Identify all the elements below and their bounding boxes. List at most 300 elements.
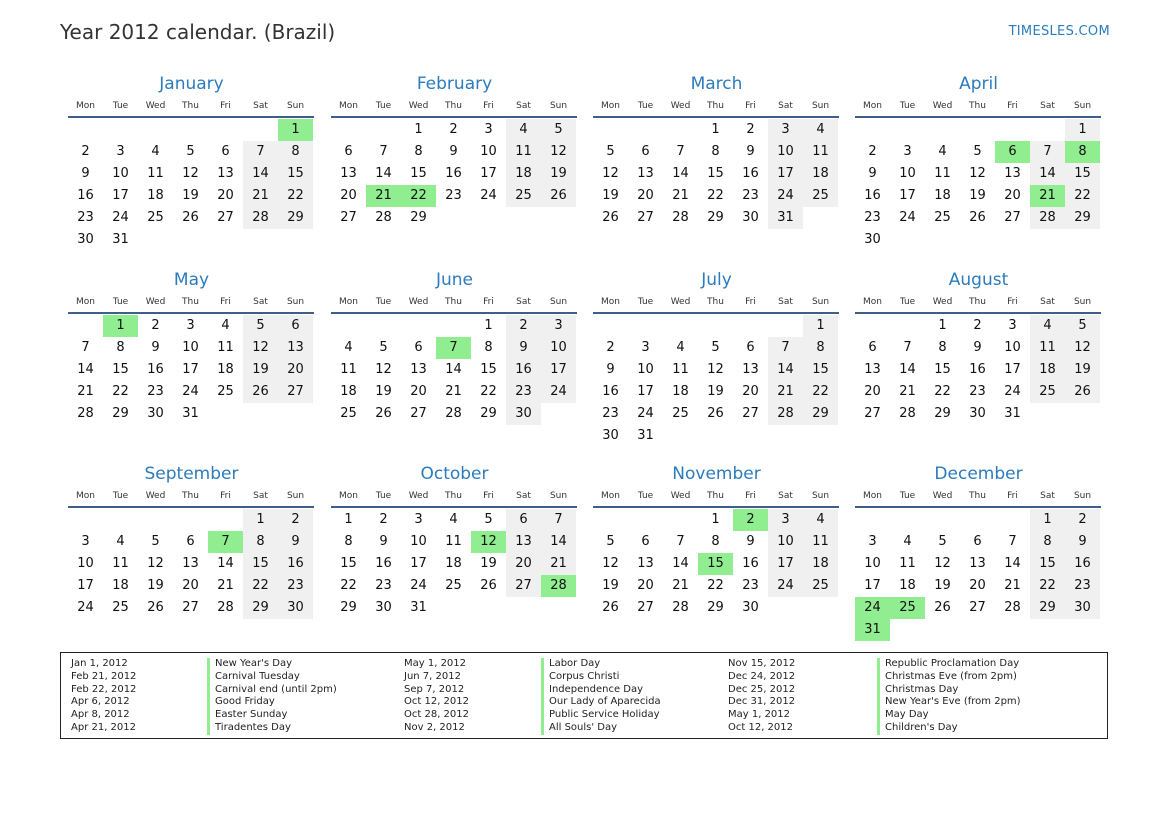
day-cell[interactable]: 7 [676,534,685,549]
day-cell[interactable]: 5 [151,534,160,549]
day-cell[interactable]: 10 [410,534,427,549]
day-cell[interactable]: 5 [711,340,720,355]
day-cell[interactable]: 11 [340,362,357,377]
day-cell[interactable]: 12 [541,141,576,163]
day-cell[interactable]: 19 [375,384,392,399]
day-cell[interactable]: 12 [602,556,619,571]
holiday-day-cell[interactable]: 7 [436,337,471,359]
day-cell[interactable]: 31 [112,232,129,247]
day-cell[interactable]: 6 [641,534,650,549]
day-cell[interactable]: 11 [217,340,234,355]
day-cell[interactable]: 25 [934,210,951,225]
day-cell[interactable]: 24 [480,188,497,203]
day-cell[interactable]: 4 [938,144,947,159]
day-cell[interactable]: 22 [707,578,724,593]
day-cell[interactable]: 2 [379,512,388,527]
day-cell[interactable]: 12 [182,166,199,181]
holiday-day-cell[interactable]: 25 [890,597,925,619]
day-cell[interactable]: 16 [445,166,462,181]
day-cell[interactable]: 26 [602,600,619,615]
day-cell[interactable]: 14 [672,166,689,181]
day-cell[interactable]: 17 [410,556,427,571]
day-cell[interactable]: 10 [637,362,654,377]
day-cell[interactable]: 13 [637,556,654,571]
day-cell[interactable]: 25 [147,210,164,225]
day-cell[interactable]: 6 [506,509,541,531]
day-cell[interactable]: 22 [707,188,724,203]
day-cell[interactable]: 2 [1065,509,1100,531]
day-cell[interactable]: 8 [711,534,720,549]
day-cell[interactable]: 29 [707,210,724,225]
day-cell[interactable]: 25 [672,406,689,421]
day-cell[interactable]: 30 [602,428,619,443]
day-cell[interactable]: 26 [147,600,164,615]
day-cell[interactable]: 10 [182,340,199,355]
day-cell[interactable]: 21 [1004,578,1021,593]
day-cell[interactable]: 8 [414,144,423,159]
day-cell[interactable]: 19 [707,384,724,399]
day-cell[interactable]: 3 [768,509,803,531]
day-cell[interactable]: 16 [1065,553,1100,575]
day-cell[interactable]: 26 [1065,381,1100,403]
day-cell[interactable]: 28 [445,406,462,421]
day-cell[interactable]: 17 [899,188,916,203]
day-cell[interactable]: 24 [112,210,129,225]
day-cell[interactable]: 23 [278,575,313,597]
day-cell[interactable]: 13 [340,166,357,181]
day-cell[interactable]: 15 [243,553,278,575]
holiday-day-cell[interactable]: 21 [366,185,401,207]
day-cell[interactable]: 4 [1030,315,1065,337]
day-cell[interactable]: 5 [379,340,388,355]
day-cell[interactable]: 20 [182,578,199,593]
day-cell[interactable]: 27 [742,406,759,421]
day-cell[interactable]: 15 [410,166,427,181]
day-cell[interactable]: 28 [1030,207,1065,229]
day-cell[interactable]: 25 [803,575,838,597]
day-cell[interactable]: 9 [868,166,877,181]
day-cell[interactable]: 10 [1004,340,1021,355]
day-cell[interactable]: 13 [217,166,234,181]
day-cell[interactable]: 26 [969,210,986,225]
day-cell[interactable]: 22 [1030,575,1065,597]
day-cell[interactable]: 11 [112,556,129,571]
day-cell[interactable]: 6 [278,315,313,337]
day-cell[interactable]: 14 [768,359,803,381]
day-cell[interactable]: 16 [375,556,392,571]
day-cell[interactable]: 19 [480,556,497,571]
day-cell[interactable]: 18 [1030,359,1065,381]
day-cell[interactable]: 5 [541,119,576,141]
day-cell[interactable]: 5 [973,144,982,159]
day-cell[interactable]: 15 [1065,163,1100,185]
day-cell[interactable]: 26 [934,600,951,615]
day-cell[interactable]: 14 [1030,163,1065,185]
day-cell[interactable]: 28 [899,406,916,421]
day-cell[interactable]: 5 [484,512,493,527]
day-cell[interactable]: 1 [1030,509,1065,531]
day-cell[interactable]: 17 [768,163,803,185]
day-cell[interactable]: 11 [445,534,462,549]
day-cell[interactable]: 4 [151,144,160,159]
day-cell[interactable]: 17 [112,188,129,203]
day-cell[interactable]: 1 [711,512,720,527]
day-cell[interactable]: 29 [243,597,278,619]
day-cell[interactable]: 23 [602,406,619,421]
day-cell[interactable]: 22 [112,384,129,399]
day-cell[interactable]: 14 [77,362,94,377]
holiday-day-cell[interactable]: 15 [698,553,733,575]
day-cell[interactable]: 20 [637,188,654,203]
day-cell[interactable]: 3 [768,119,803,141]
day-cell[interactable]: 9 [506,337,541,359]
day-cell[interactable]: 8 [938,340,947,355]
day-cell[interactable]: 31 [1004,406,1021,421]
day-cell[interactable]: 12 [375,362,392,377]
day-cell[interactable]: 13 [742,362,759,377]
day-cell[interactable]: 19 [541,163,576,185]
day-cell[interactable]: 11 [147,166,164,181]
day-cell[interactable]: 18 [803,553,838,575]
day-cell[interactable]: 27 [340,210,357,225]
day-cell[interactable]: 28 [77,406,94,421]
day-cell[interactable]: 30 [147,406,164,421]
day-cell[interactable]: 29 [278,207,313,229]
day-cell[interactable]: 15 [1030,553,1065,575]
day-cell[interactable]: 26 [182,210,199,225]
day-cell[interactable]: 7 [676,144,685,159]
day-cell[interactable]: 1 [803,315,838,337]
day-cell[interactable]: 1 [1065,119,1100,141]
day-cell[interactable]: 7 [243,141,278,163]
day-cell[interactable]: 4 [449,512,458,527]
day-cell[interactable]: 23 [1065,575,1100,597]
day-cell[interactable]: 1 [484,318,493,333]
day-cell[interactable]: 13 [506,531,541,553]
day-cell[interactable]: 8 [803,337,838,359]
day-cell[interactable]: 1 [414,122,423,137]
day-cell[interactable]: 15 [707,166,724,181]
day-cell[interactable]: 25 [217,384,234,399]
day-cell[interactable]: 29 [1030,597,1065,619]
day-cell[interactable]: 22 [1065,185,1100,207]
day-cell[interactable]: 2 [746,122,755,137]
day-cell[interactable]: 28 [768,403,803,425]
day-cell[interactable]: 31 [410,600,427,615]
day-cell[interactable]: 6 [973,534,982,549]
day-cell[interactable]: 15 [480,362,497,377]
day-cell[interactable]: 29 [480,406,497,421]
day-cell[interactable]: 30 [375,600,392,615]
day-cell[interactable]: 16 [278,553,313,575]
day-cell[interactable]: 12 [147,556,164,571]
day-cell[interactable]: 1 [711,122,720,137]
day-cell[interactable]: 14 [445,362,462,377]
day-cell[interactable]: 9 [746,534,755,549]
day-cell[interactable]: 22 [243,575,278,597]
day-cell[interactable]: 30 [969,406,986,421]
day-cell[interactable]: 29 [112,406,129,421]
day-cell[interactable]: 29 [1065,207,1100,229]
day-cell[interactable]: 21 [672,188,689,203]
day-cell[interactable]: 30 [77,232,94,247]
day-cell[interactable]: 23 [77,210,94,225]
day-cell[interactable]: 29 [410,210,427,225]
day-cell[interactable]: 7 [768,337,803,359]
day-cell[interactable]: 30 [742,210,759,225]
day-cell[interactable]: 3 [116,144,125,159]
day-cell[interactable]: 14 [541,531,576,553]
day-cell[interactable]: 14 [899,362,916,377]
day-cell[interactable]: 31 [182,406,199,421]
day-cell[interactable]: 21 [445,384,462,399]
day-cell[interactable]: 2 [506,315,541,337]
day-cell[interactable]: 7 [541,509,576,531]
day-cell[interactable]: 14 [1004,556,1021,571]
day-cell[interactable]: 26 [541,185,576,207]
day-cell[interactable]: 21 [243,185,278,207]
site-link[interactable]: TIMESLES.COM [1008,24,1110,39]
day-cell[interactable]: 16 [506,359,541,381]
day-cell[interactable]: 28 [1004,600,1021,615]
day-cell[interactable]: 18 [934,188,951,203]
day-cell[interactable]: 23 [375,578,392,593]
day-cell[interactable]: 24 [541,381,576,403]
holiday-day-cell[interactable]: 6 [995,141,1030,163]
day-cell[interactable]: 30 [278,597,313,619]
day-cell[interactable]: 13 [278,337,313,359]
day-cell[interactable]: 4 [803,509,838,531]
holiday-day-cell[interactable]: 2 [733,509,768,531]
day-cell[interactable]: 6 [344,144,353,159]
day-cell[interactable]: 20 [969,578,986,593]
day-cell[interactable]: 9 [379,534,388,549]
holiday-day-cell[interactable]: 31 [855,619,890,641]
day-cell[interactable]: 7 [1008,534,1017,549]
day-cell[interactable]: 20 [1004,188,1021,203]
day-cell[interactable]: 10 [768,531,803,553]
day-cell[interactable]: 17 [480,166,497,181]
day-cell[interactable]: 20 [864,384,881,399]
day-cell[interactable]: 3 [186,318,195,333]
day-cell[interactable]: 24 [77,600,94,615]
day-cell[interactable]: 15 [803,359,838,381]
day-cell[interactable]: 17 [864,578,881,593]
day-cell[interactable]: 19 [243,359,278,381]
day-cell[interactable]: 20 [410,384,427,399]
day-cell[interactable]: 26 [480,578,497,593]
day-cell[interactable]: 11 [1030,337,1065,359]
day-cell[interactable]: 29 [803,403,838,425]
day-cell[interactable]: 5 [606,534,615,549]
day-cell[interactable]: 18 [506,163,541,185]
day-cell[interactable]: 3 [484,122,493,137]
day-cell[interactable]: 16 [147,362,164,377]
day-cell[interactable]: 26 [243,381,278,403]
day-cell[interactable]: 3 [903,144,912,159]
day-cell[interactable]: 25 [803,185,838,207]
day-cell[interactable]: 23 [864,210,881,225]
day-cell[interactable]: 18 [899,578,916,593]
day-cell[interactable]: 13 [637,166,654,181]
day-cell[interactable]: 4 [221,318,230,333]
day-cell[interactable]: 4 [903,534,912,549]
day-cell[interactable]: 4 [344,340,353,355]
day-cell[interactable]: 17 [541,359,576,381]
day-cell[interactable]: 10 [768,141,803,163]
day-cell[interactable]: 10 [480,144,497,159]
day-cell[interactable]: 18 [147,188,164,203]
day-cell[interactable]: 11 [934,166,951,181]
day-cell[interactable]: 14 [672,556,689,571]
day-cell[interactable]: 27 [969,600,986,615]
day-cell[interactable]: 30 [1065,597,1100,619]
day-cell[interactable]: 11 [803,531,838,553]
day-cell[interactable]: 2 [973,318,982,333]
day-cell[interactable]: 12 [602,166,619,181]
day-cell[interactable]: 19 [969,188,986,203]
day-cell[interactable]: 23 [506,381,541,403]
day-cell[interactable]: 21 [672,578,689,593]
day-cell[interactable]: 28 [375,210,392,225]
day-cell[interactable]: 4 [803,119,838,141]
day-cell[interactable]: 6 [186,534,195,549]
day-cell[interactable]: 21 [217,578,234,593]
day-cell[interactable]: 19 [1065,359,1100,381]
day-cell[interactable]: 2 [81,144,90,159]
day-cell[interactable]: 20 [278,359,313,381]
day-cell[interactable]: 3 [541,315,576,337]
day-cell[interactable]: 23 [742,188,759,203]
day-cell[interactable]: 21 [899,384,916,399]
day-cell[interactable]: 3 [1008,318,1017,333]
day-cell[interactable]: 25 [1030,381,1065,403]
day-cell[interactable]: 9 [151,340,160,355]
day-cell[interactable]: 9 [81,166,90,181]
day-cell[interactable]: 11 [672,362,689,377]
day-cell[interactable]: 8 [116,340,125,355]
day-cell[interactable]: 24 [637,406,654,421]
day-cell[interactable]: 13 [864,362,881,377]
day-cell[interactable]: 21 [768,381,803,403]
day-cell[interactable]: 2 [606,340,615,355]
day-cell[interactable]: 22 [934,384,951,399]
day-cell[interactable]: 14 [243,163,278,185]
day-cell[interactable]: 27 [1004,210,1021,225]
day-cell[interactable]: 19 [602,578,619,593]
day-cell[interactable]: 2 [449,122,458,137]
day-cell[interactable]: 9 [278,531,313,553]
day-cell[interactable]: 15 [934,362,951,377]
day-cell[interactable]: 16 [602,384,619,399]
day-cell[interactable]: 18 [803,163,838,185]
day-cell[interactable]: 7 [379,144,388,159]
day-cell[interactable]: 27 [278,381,313,403]
day-cell[interactable]: 16 [969,362,986,377]
day-cell[interactable]: 22 [480,384,497,399]
day-cell[interactable]: 7 [903,340,912,355]
day-cell[interactable]: 13 [410,362,427,377]
day-cell[interactable]: 8 [243,531,278,553]
day-cell[interactable]: 24 [899,210,916,225]
day-cell[interactable]: 20 [217,188,234,203]
day-cell[interactable]: 28 [672,210,689,225]
day-cell[interactable]: 1 [243,509,278,531]
day-cell[interactable]: 20 [506,553,541,575]
day-cell[interactable]: 4 [506,119,541,141]
day-cell[interactable]: 15 [112,362,129,377]
day-cell[interactable]: 6 [221,144,230,159]
day-cell[interactable]: 18 [217,362,234,377]
day-cell[interactable]: 27 [637,210,654,225]
day-cell[interactable]: 27 [506,575,541,597]
day-cell[interactable]: 13 [969,556,986,571]
day-cell[interactable]: 12 [1065,337,1100,359]
day-cell[interactable]: 16 [77,188,94,203]
day-cell[interactable]: 22 [803,381,838,403]
day-cell[interactable]: 17 [637,384,654,399]
day-cell[interactable]: 8 [344,534,353,549]
day-cell[interactable]: 5 [186,144,195,159]
day-cell[interactable]: 5 [606,144,615,159]
day-cell[interactable]: 4 [116,534,125,549]
day-cell[interactable]: 11 [899,556,916,571]
day-cell[interactable]: 10 [77,556,94,571]
day-cell[interactable]: 8 [484,340,493,355]
day-cell[interactable]: 27 [637,600,654,615]
day-cell[interactable]: 25 [340,406,357,421]
day-cell[interactable]: 18 [672,384,689,399]
day-cell[interactable]: 27 [410,406,427,421]
holiday-day-cell[interactable]: 22 [401,185,436,207]
day-cell[interactable]: 15 [340,556,357,571]
day-cell[interactable]: 10 [541,337,576,359]
day-cell[interactable]: 21 [541,553,576,575]
day-cell[interactable]: 6 [868,340,877,355]
day-cell[interactable]: 30 [742,600,759,615]
day-cell[interactable]: 10 [864,556,881,571]
day-cell[interactable]: 24 [182,384,199,399]
holiday-day-cell[interactable]: 28 [541,575,576,597]
day-cell[interactable]: 21 [77,384,94,399]
day-cell[interactable]: 5 [243,315,278,337]
day-cell[interactable]: 11 [803,141,838,163]
day-cell[interactable]: 23 [742,578,759,593]
day-cell[interactable]: 18 [112,578,129,593]
day-cell[interactable]: 1 [344,512,353,527]
day-cell[interactable]: 6 [746,340,755,355]
day-cell[interactable]: 29 [707,600,724,615]
day-cell[interactable]: 3 [414,512,423,527]
day-cell[interactable]: 19 [182,188,199,203]
day-cell[interactable]: 10 [112,166,129,181]
day-cell[interactable]: 27 [182,600,199,615]
day-cell[interactable]: 22 [340,578,357,593]
day-cell[interactable]: 12 [934,556,951,571]
day-cell[interactable]: 5 [1065,315,1100,337]
day-cell[interactable]: 12 [707,362,724,377]
day-cell[interactable]: 17 [77,578,94,593]
day-cell[interactable]: 12 [969,166,986,181]
day-cell[interactable]: 14 [217,556,234,571]
day-cell[interactable]: 28 [243,207,278,229]
day-cell[interactable]: 15 [278,163,313,185]
day-cell[interactable]: 9 [973,340,982,355]
day-cell[interactable]: 19 [602,188,619,203]
day-cell[interactable]: 26 [375,406,392,421]
holiday-day-cell[interactable]: 24 [855,597,890,619]
day-cell[interactable]: 8 [278,141,313,163]
